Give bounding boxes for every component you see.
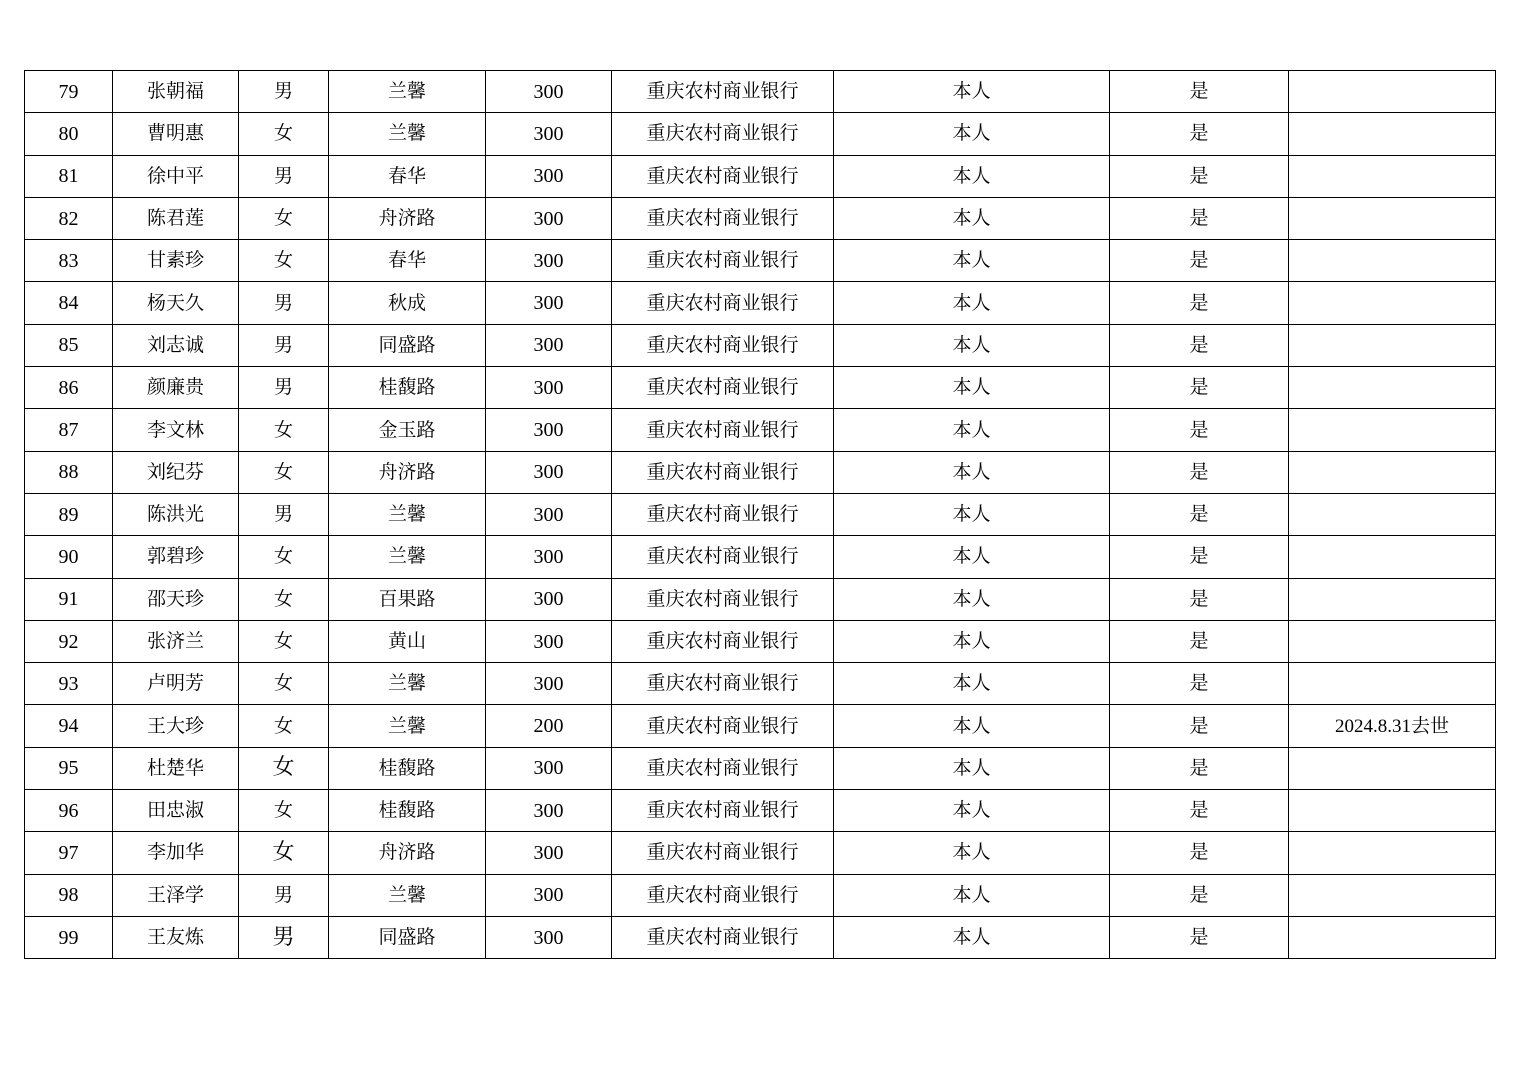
- cell-status: 是: [1110, 71, 1289, 113]
- cell-bank: 重庆农村商业银行: [612, 705, 834, 747]
- cell-status: 是: [1110, 620, 1289, 662]
- cell-name: 田忠淑: [113, 790, 239, 832]
- cell-bank: 重庆农村商业银行: [612, 790, 834, 832]
- cell-amount: 300: [486, 282, 612, 324]
- cell-serial-number: 88: [25, 451, 113, 493]
- cell-serial-number: 87: [25, 409, 113, 451]
- cell-status: 是: [1110, 663, 1289, 705]
- cell-payee: 本人: [834, 832, 1110, 874]
- cell-name: 李加华: [113, 832, 239, 874]
- cell-serial-number: 98: [25, 874, 113, 916]
- cell-serial-number: 97: [25, 832, 113, 874]
- cell-gender: 男: [239, 71, 329, 113]
- table-row: [25, 71, 1496, 113]
- cell-payee: 本人: [834, 874, 1110, 916]
- cell-community: 兰馨: [329, 663, 486, 705]
- cell-community: 兰馨: [329, 874, 486, 916]
- cell-gender: 女: [239, 113, 329, 155]
- table-row: [25, 747, 1496, 789]
- cell-gender: 女: [239, 197, 329, 239]
- cell-status: 是: [1110, 790, 1289, 832]
- cell-amount: 200: [486, 705, 612, 747]
- table-row: [25, 663, 1496, 705]
- cell-payee: 本人: [834, 367, 1110, 409]
- cell-status: 是: [1110, 155, 1289, 197]
- cell-serial-number: 86: [25, 367, 113, 409]
- cell-bank: 重庆农村商业银行: [612, 747, 834, 789]
- cell-gender: 女: [239, 705, 329, 747]
- cell-serial-number: 83: [25, 240, 113, 282]
- cell-amount: 300: [486, 747, 612, 789]
- cell-serial-number: 91: [25, 578, 113, 620]
- cell-bank: 重庆农村商业银行: [612, 451, 834, 493]
- cell-note: [1289, 113, 1496, 155]
- cell-status: 是: [1110, 578, 1289, 620]
- table-row: [25, 409, 1496, 451]
- cell-payee: 本人: [834, 113, 1110, 155]
- cell-serial-number: 82: [25, 197, 113, 239]
- cell-amount: 300: [486, 663, 612, 705]
- cell-community: 同盛路: [329, 324, 486, 366]
- table-row: [25, 916, 1496, 958]
- cell-amount: 300: [486, 197, 612, 239]
- cell-amount: 300: [486, 113, 612, 155]
- cell-payee: 本人: [834, 790, 1110, 832]
- cell-note: [1289, 832, 1496, 874]
- cell-community: 桂馥路: [329, 747, 486, 789]
- cell-serial-number: 95: [25, 747, 113, 789]
- cell-note: [1289, 493, 1496, 535]
- cell-gender: 男: [239, 367, 329, 409]
- cell-note: [1289, 536, 1496, 578]
- cell-payee: 本人: [834, 282, 1110, 324]
- cell-note: [1289, 451, 1496, 493]
- cell-community: 舟济路: [329, 197, 486, 239]
- cell-gender: 女: [239, 409, 329, 451]
- cell-serial-number: 89: [25, 493, 113, 535]
- cell-name: 刘纪芬: [113, 451, 239, 493]
- cell-note: [1289, 240, 1496, 282]
- table-row: [25, 705, 1496, 747]
- cell-name: 甘素珍: [113, 240, 239, 282]
- cell-status: 是: [1110, 493, 1289, 535]
- cell-name: 卢明芳: [113, 663, 239, 705]
- table-body: [25, 71, 1496, 959]
- cell-amount: 300: [486, 409, 612, 451]
- cell-payee: 本人: [834, 155, 1110, 197]
- cell-name: 陈洪光: [113, 493, 239, 535]
- cell-name: 刘志诚: [113, 324, 239, 366]
- cell-community: 百果路: [329, 578, 486, 620]
- cell-serial-number: 93: [25, 663, 113, 705]
- cell-bank: 重庆农村商业银行: [612, 620, 834, 662]
- cell-bank: 重庆农村商业银行: [612, 324, 834, 366]
- cell-community: 黄山: [329, 620, 486, 662]
- cell-amount: 300: [486, 832, 612, 874]
- cell-community: 同盛路: [329, 916, 486, 958]
- cell-serial-number: 92: [25, 620, 113, 662]
- cell-note: [1289, 324, 1496, 366]
- table-row: [25, 240, 1496, 282]
- cell-bank: 重庆农村商业银行: [612, 663, 834, 705]
- table-row: [25, 790, 1496, 832]
- cell-amount: 300: [486, 916, 612, 958]
- cell-bank: 重庆农村商业银行: [612, 874, 834, 916]
- cell-bank: 重庆农村商业银行: [612, 240, 834, 282]
- cell-serial-number: 99: [25, 916, 113, 958]
- cell-note: 2024.8.31去世: [1289, 705, 1496, 747]
- cell-community: 兰馨: [329, 113, 486, 155]
- cell-gender: 女: [239, 663, 329, 705]
- cell-name: 徐中平: [113, 155, 239, 197]
- cell-payee: 本人: [834, 620, 1110, 662]
- cell-bank: 重庆农村商业银行: [612, 536, 834, 578]
- cell-community: 兰馨: [329, 705, 486, 747]
- cell-payee: 本人: [834, 451, 1110, 493]
- cell-name: 郭碧珍: [113, 536, 239, 578]
- cell-bank: 重庆农村商业银行: [612, 409, 834, 451]
- cell-gender: 女: [239, 240, 329, 282]
- cell-name: 王泽学: [113, 874, 239, 916]
- cell-serial-number: 85: [25, 324, 113, 366]
- cell-status: 是: [1110, 874, 1289, 916]
- cell-gender: 女: [239, 451, 329, 493]
- cell-status: 是: [1110, 832, 1289, 874]
- cell-note: [1289, 620, 1496, 662]
- cell-name: 杨天久: [113, 282, 239, 324]
- cell-amount: 300: [486, 790, 612, 832]
- cell-serial-number: 96: [25, 790, 113, 832]
- table-row: [25, 197, 1496, 239]
- cell-bank: 重庆农村商业银行: [612, 197, 834, 239]
- cell-serial-number: 80: [25, 113, 113, 155]
- cell-bank: 重庆农村商业银行: [612, 832, 834, 874]
- cell-status: 是: [1110, 747, 1289, 789]
- cell-bank: 重庆农村商业银行: [612, 916, 834, 958]
- cell-name: 杜楚华: [113, 747, 239, 789]
- cell-community: 兰馨: [329, 536, 486, 578]
- cell-community: 兰馨: [329, 493, 486, 535]
- beneficiary-table: [24, 70, 1496, 959]
- cell-gender: 男: [239, 493, 329, 535]
- cell-payee: 本人: [834, 916, 1110, 958]
- cell-gender: 女: [239, 747, 329, 789]
- cell-bank: 重庆农村商业银行: [612, 113, 834, 155]
- cell-amount: 300: [486, 324, 612, 366]
- cell-gender: 女: [239, 790, 329, 832]
- cell-payee: 本人: [834, 493, 1110, 535]
- cell-gender: 女: [239, 536, 329, 578]
- cell-name: 颜廉贵: [113, 367, 239, 409]
- cell-bank: 重庆农村商业银行: [612, 155, 834, 197]
- cell-note: [1289, 916, 1496, 958]
- table-row: [25, 367, 1496, 409]
- cell-payee: 本人: [834, 536, 1110, 578]
- cell-community: 兰馨: [329, 71, 486, 113]
- cell-note: [1289, 71, 1496, 113]
- cell-community: 秋成: [329, 282, 486, 324]
- cell-status: 是: [1110, 409, 1289, 451]
- cell-gender: 女: [239, 620, 329, 662]
- cell-community: 春华: [329, 155, 486, 197]
- cell-payee: 本人: [834, 324, 1110, 366]
- cell-gender: 女: [239, 578, 329, 620]
- cell-serial-number: 84: [25, 282, 113, 324]
- table-row: [25, 451, 1496, 493]
- table-row: [25, 874, 1496, 916]
- cell-status: 是: [1110, 705, 1289, 747]
- cell-name: 张朝福: [113, 71, 239, 113]
- cell-bank: 重庆农村商业银行: [612, 282, 834, 324]
- cell-status: 是: [1110, 451, 1289, 493]
- cell-name: 陈君莲: [113, 197, 239, 239]
- cell-amount: 300: [486, 536, 612, 578]
- cell-bank: 重庆农村商业银行: [612, 367, 834, 409]
- cell-community: 春华: [329, 240, 486, 282]
- cell-name: 邵天珍: [113, 578, 239, 620]
- cell-serial-number: 79: [25, 71, 113, 113]
- cell-status: 是: [1110, 536, 1289, 578]
- cell-note: [1289, 578, 1496, 620]
- cell-note: [1289, 155, 1496, 197]
- cell-gender: 男: [239, 155, 329, 197]
- cell-payee: 本人: [834, 705, 1110, 747]
- cell-payee: 本人: [834, 409, 1110, 451]
- cell-bank: 重庆农村商业银行: [612, 578, 834, 620]
- cell-serial-number: 90: [25, 536, 113, 578]
- cell-amount: 300: [486, 578, 612, 620]
- cell-note: [1289, 874, 1496, 916]
- cell-status: 是: [1110, 282, 1289, 324]
- cell-bank: 重庆农村商业银行: [612, 493, 834, 535]
- cell-status: 是: [1110, 113, 1289, 155]
- cell-serial-number: 81: [25, 155, 113, 197]
- table-row: [25, 832, 1496, 874]
- cell-payee: 本人: [834, 197, 1110, 239]
- cell-community: 金玉路: [329, 409, 486, 451]
- table-row: [25, 155, 1496, 197]
- cell-community: 舟济路: [329, 451, 486, 493]
- table-row: [25, 536, 1496, 578]
- cell-payee: 本人: [834, 663, 1110, 705]
- cell-name: 王大珍: [113, 705, 239, 747]
- cell-amount: 300: [486, 71, 612, 113]
- cell-status: 是: [1110, 916, 1289, 958]
- cell-gender: 男: [239, 282, 329, 324]
- cell-gender: 女: [239, 832, 329, 874]
- cell-community: 桂馥路: [329, 790, 486, 832]
- cell-payee: 本人: [834, 71, 1110, 113]
- cell-gender: 男: [239, 324, 329, 366]
- cell-note: [1289, 197, 1496, 239]
- cell-amount: 300: [486, 155, 612, 197]
- cell-note: [1289, 663, 1496, 705]
- table-row: [25, 493, 1496, 535]
- cell-note: [1289, 747, 1496, 789]
- table-row: [25, 324, 1496, 366]
- cell-status: 是: [1110, 324, 1289, 366]
- table-row: [25, 620, 1496, 662]
- table-row: [25, 282, 1496, 324]
- cell-gender: 男: [239, 916, 329, 958]
- cell-name: 张济兰: [113, 620, 239, 662]
- cell-name: 曹明惠: [113, 113, 239, 155]
- cell-note: [1289, 367, 1496, 409]
- cell-name: 王友炼: [113, 916, 239, 958]
- cell-serial-number: 94: [25, 705, 113, 747]
- cell-payee: 本人: [834, 578, 1110, 620]
- cell-payee: 本人: [834, 747, 1110, 789]
- cell-community: 桂馥路: [329, 367, 486, 409]
- cell-amount: 300: [486, 874, 612, 916]
- cell-amount: 300: [486, 240, 612, 282]
- cell-bank: 重庆农村商业银行: [612, 71, 834, 113]
- cell-status: 是: [1110, 240, 1289, 282]
- table-row: [25, 113, 1496, 155]
- cell-note: [1289, 409, 1496, 451]
- cell-note: [1289, 790, 1496, 832]
- cell-name: 李文林: [113, 409, 239, 451]
- cell-status: 是: [1110, 367, 1289, 409]
- cell-community: 舟济路: [329, 832, 486, 874]
- table-row: [25, 578, 1496, 620]
- cell-amount: 300: [486, 367, 612, 409]
- cell-amount: 300: [486, 493, 612, 535]
- cell-amount: 300: [486, 451, 612, 493]
- cell-status: 是: [1110, 197, 1289, 239]
- cell-gender: 男: [239, 874, 329, 916]
- cell-amount: 300: [486, 620, 612, 662]
- cell-payee: 本人: [834, 240, 1110, 282]
- cell-note: [1289, 282, 1496, 324]
